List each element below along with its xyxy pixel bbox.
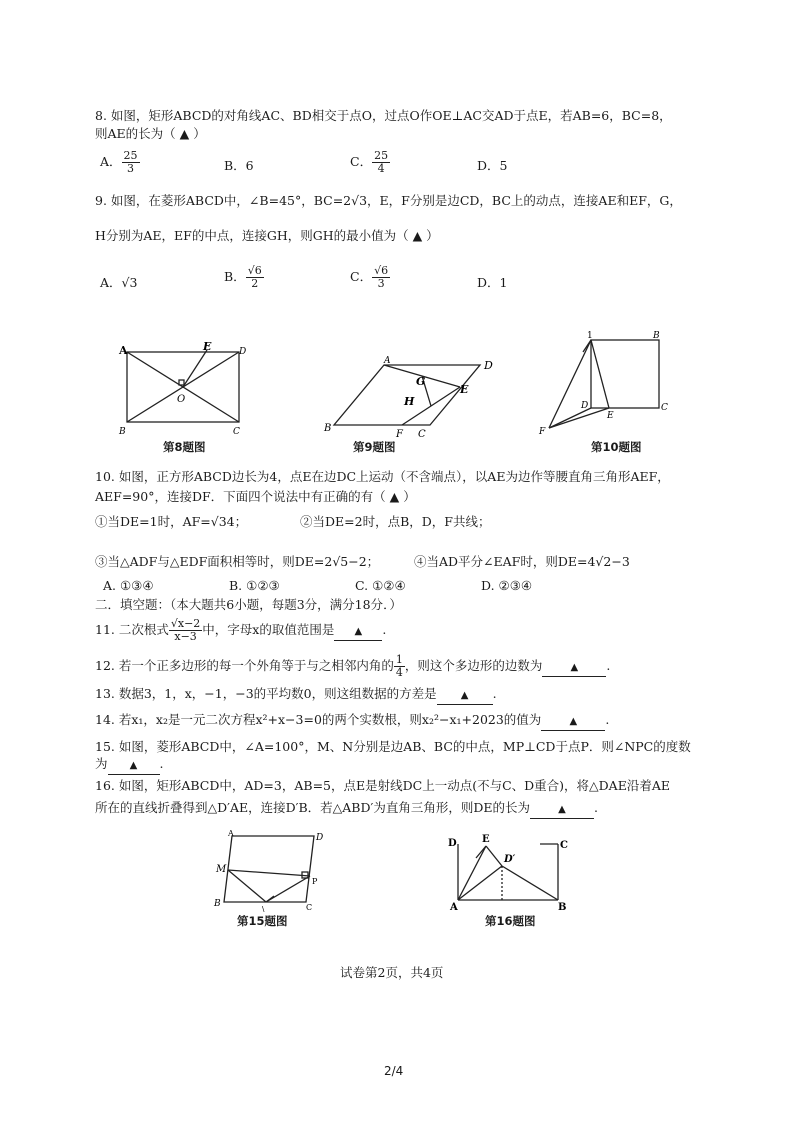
svg-text:D: D: [484, 359, 493, 372]
q10-line2: AEF=90°，连接DF．下面四个说法中有正确的有（ ▲ ）: [95, 489, 416, 504]
q10-statement-2: ②当DE=2时，点B，D，F共线；: [300, 514, 491, 529]
svg-text:D: D: [316, 833, 324, 843]
svg-text:O: O: [177, 394, 186, 405]
q9-option-d: D．1: [477, 275, 508, 290]
svg-text:B: B: [119, 427, 126, 437]
q16-line1: 16. 如图，矩形ABCD中，AD=3，AB=5，点E是射线DC上一动点(不与C、D重合)，将△DAE沿着AE: [95, 778, 670, 793]
q8-option-a: A． $\frac{25}{3}$: [100, 149, 138, 175]
svg-text:E: E: [482, 834, 490, 845]
q15-line2: 为 ▲ .: [95, 756, 164, 775]
svg-text:P: P: [312, 877, 318, 886]
q9-line2: H分别为AE，EF的中点，连接GH，则GH的最小值为（ ▲ ）: [95, 228, 439, 243]
q14: 14. 若x₁，x₂是一元二次方程x²+x−3=0的两个实数根，则x₂²−x₁+2023的值为 ▲ .: [95, 712, 609, 731]
figure-16-caption: 第16题图: [485, 914, 536, 928]
svg-text:F: F: [396, 429, 403, 440]
svg-text:E: E: [607, 411, 614, 421]
svg-text:A: A: [228, 829, 234, 838]
svg-text:D: D: [581, 401, 589, 411]
figure-8: [115, 338, 255, 438]
q10-option-b: B. ①②③: [229, 578, 280, 593]
svg-text:H: H: [404, 395, 415, 408]
figure-9: [318, 355, 498, 440]
q8-line2: 则AE的长为（ ▲ ）: [95, 126, 206, 141]
svg-text:D: D: [448, 838, 457, 849]
svg-text:D: D: [239, 347, 247, 357]
svg-text:A: A: [119, 344, 128, 357]
page-number: 2/4: [384, 1064, 404, 1078]
svg-text:A: A: [450, 902, 458, 913]
figure-10: [535, 328, 675, 438]
svg-text:C: C: [661, 403, 668, 413]
svg-text:B: B: [214, 899, 221, 909]
q9-option-c: C． $\frac{√6}{3}$: [350, 264, 389, 290]
figure-10-caption: 第10题图: [591, 440, 642, 454]
q10-option-c: C. ①②④: [355, 578, 406, 593]
svg-text:C: C: [418, 429, 426, 440]
q10-option-d: D. ②③④: [481, 578, 533, 593]
figure-8-caption: 第8题图: [163, 440, 206, 454]
q8-option-c: C． $\frac{25}{4}$: [350, 149, 389, 175]
svg-text:M: M: [216, 864, 227, 875]
figure-15-caption: 第15题图: [237, 914, 288, 928]
q9-option-b: B． $\frac{√6}{2}$: [224, 264, 262, 290]
svg-text:D′: D′: [504, 854, 516, 865]
q15-line1: 15. 如图，菱形ABCD中，∠A=100°，M、N分别是边AB、BC的中点，MP⊥CD于点P．则∠NPC的度数: [95, 739, 691, 754]
svg-text:B: B: [324, 423, 332, 434]
q11: 11. 二次根式 $\frac{√x-2}{x-3}$ 中，字母x的取值范围是 ▲ .: [95, 617, 387, 643]
q12: 12. 若一个正多边形的每一个外角等于与之相邻内角的 $\frac{1}{4}$ ，则这个多边形的边数为 ▲ .: [95, 653, 611, 679]
page-footer: 试卷第2页，共4页: [340, 965, 444, 980]
figure-15: [210, 828, 330, 912]
svg-text:B: B: [653, 331, 660, 341]
svg-text:A: A: [384, 356, 391, 366]
svg-text:1: 1: [587, 331, 593, 341]
q10-statement-4: ④当AD平分∠EAF时，则DE=4√2−3: [414, 554, 630, 569]
svg-text:C: C: [560, 840, 568, 851]
svg-text:C: C: [306, 903, 313, 912]
q9-line1: 9. 如图，在菱形ABCD中，∠B=45°，BC=2√3，E，F分别是边CD，BC上的动点，连接AE和EF，G，: [95, 193, 682, 208]
q16-line2: 所在的直线折叠得到△D′AE，连接D′B．若△ABD′为直角三角形，则DE的长为 ▲ .: [95, 800, 598, 819]
section-2-heading: 二．填空题：（本大题共6小题，每题3分，满分18分．）: [95, 597, 402, 612]
q10-statement-3: ③当△ADF与△EDF面积相等时，则DE=2√5−2；: [95, 554, 380, 569]
figure-16: [440, 830, 580, 914]
q10-statement-1: ①当DE=1时，AF=√34；: [95, 514, 248, 529]
q8-option-b: B．6: [224, 158, 254, 173]
svg-text:E: E: [203, 340, 212, 353]
figure-9-caption: 第9题图: [353, 440, 396, 454]
svg-text:E: E: [460, 383, 469, 396]
svg-text:F: F: [539, 427, 546, 437]
svg-text:G: G: [416, 375, 426, 388]
q10-line1: 10. 如图，正方形ABCD边长为4，点E在边DC上运动（不含端点），以AE为边作等腰直角三角形AEF，: [95, 469, 670, 484]
q10-option-a: A. ①③④: [103, 578, 154, 593]
svg-text:C: C: [233, 427, 240, 437]
svg-text:\: \: [262, 905, 265, 912]
q8-option-d: D．5: [477, 158, 508, 173]
q13: 13. 数据3，1，x，−1，−3的平均数0，则这组数据的方差是 ▲ .: [95, 686, 497, 705]
svg-text:B: B: [558, 902, 567, 913]
q8-line1: 8. 如图，矩形ABCD的对角线AC、BD相交于点O，过点O作OE⊥AC交AD于点E，若AB=6，BC=8，: [95, 108, 672, 123]
q9-option-a: A．√3: [100, 275, 138, 290]
